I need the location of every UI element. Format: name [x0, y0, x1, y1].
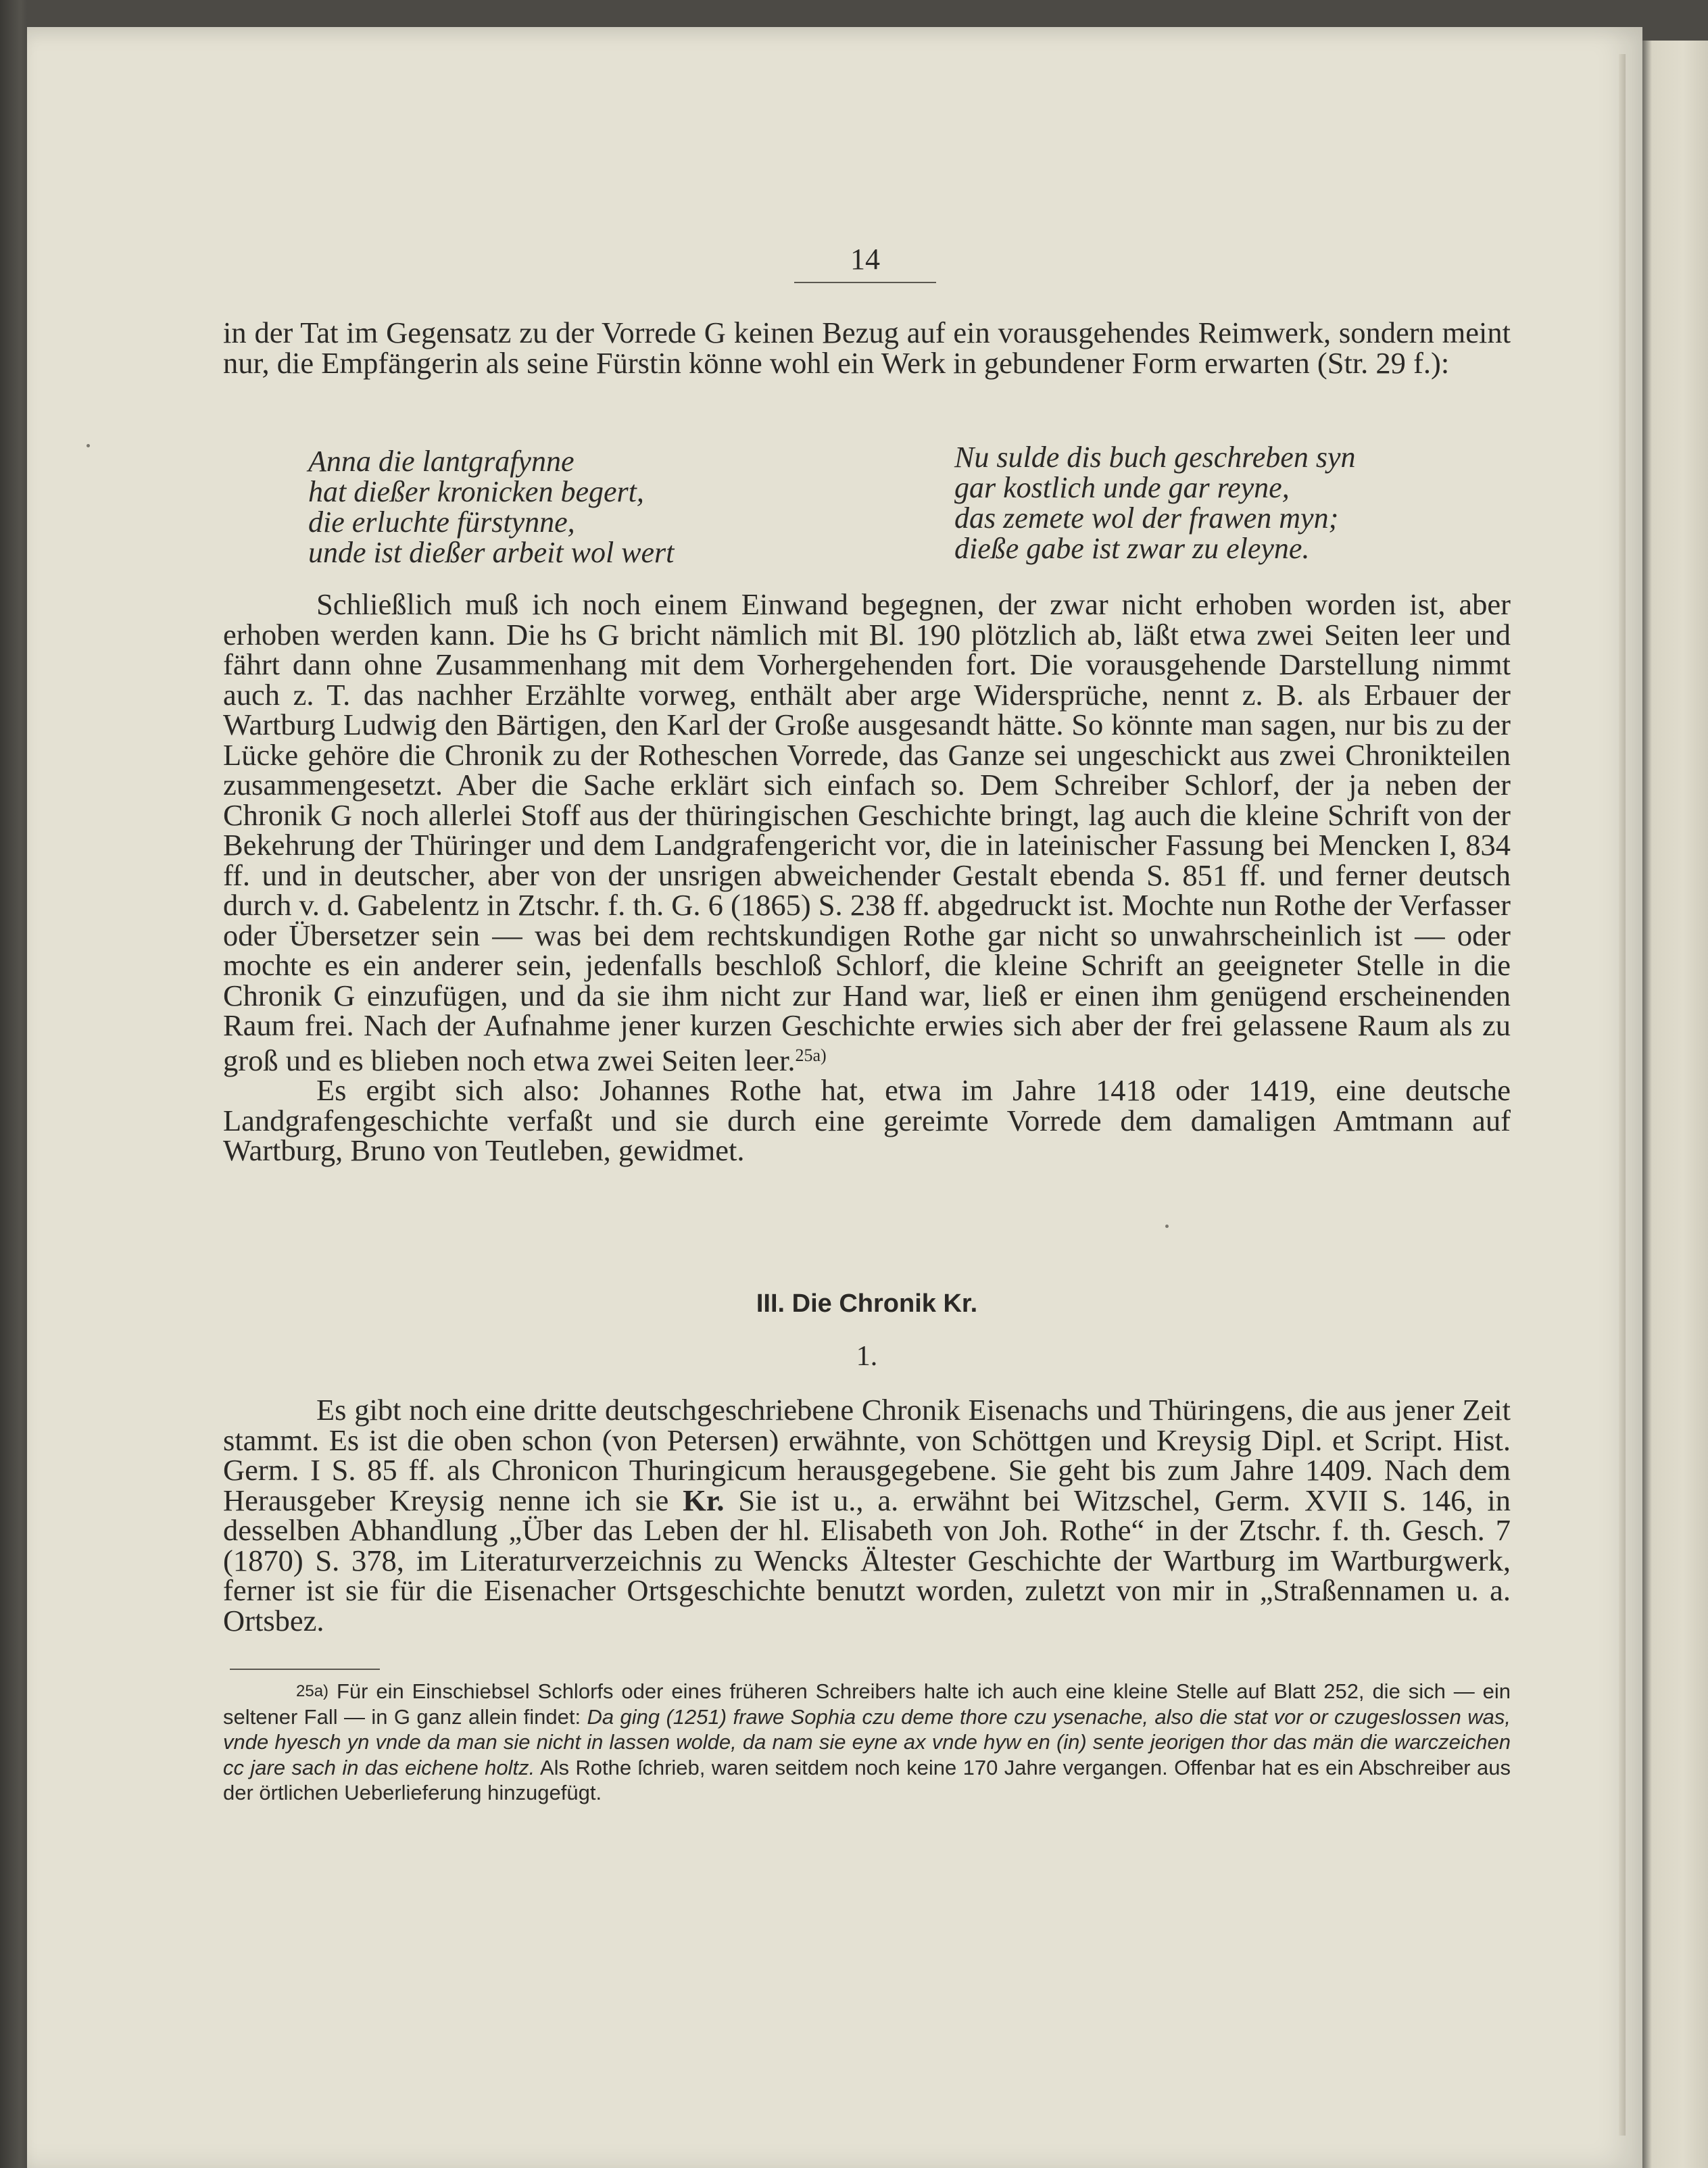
page-edge-shadow — [1619, 54, 1626, 2136]
verse-line: gar kostlich unde gar reyne, — [954, 471, 1290, 504]
paragraph-4-text: Es gibt noch eine dritte deutschgeschriebene Chronik Eisenachs und Thüringens, die aus jener Zeit stammt. Es ist die oben schon (von Petersen) erwähnte, von Schöttgen und Kreysig Dipl. et Script. Hist. Germ. I S. 85 ff. als Chronicon Thuringicum herausgegebene. Sie geht bis zum Jahre 1409. Nach dem Herausgeber Kreysig nenne ich sie — [223, 1393, 1511, 1517]
footnote-rule — [230, 1669, 380, 1670]
verse-left-column — [308, 446, 674, 568]
verse-right-column — [954, 442, 1355, 564]
paper-speck — [87, 444, 90, 447]
paragraph-4-continuation: Sie ist u., a. erwähnt bei Witzschel, Germ. XVII S. 146, in desselben Abhandlung „Über das Leben der hl. Elisabeth von Joh. Rothe“ in der Ztschr. f. th. Gesch. 7 (1870) S. 378, im Literaturverzeichnis zu Wencks Ältester Geschichte der Wartburg im Wartburgwerk, ferner ist sie für die Eisenacher Ortsgeschichte benutzt worden, zuletzt von mir in „Straßennamen u. a. Ortsbez. — [223, 1483, 1511, 1637]
page-number: 14 — [850, 243, 880, 276]
footnote-text — [223, 1679, 1511, 1806]
verse-line: das zemete wol der frawen myn; — [954, 501, 1339, 535]
footnote-reference: 25a) — [795, 1045, 827, 1065]
section-number: 1. — [856, 1341, 878, 1372]
footnote-marker: 25a) — [296, 1682, 329, 1700]
paragraph-3: Es ergibt sich also: Johannes Rothe hat, etwa im Jahre 1418 oder 1419, eine deutsche Landgrafengeschichte verfaßt und sie durch eine gereimte Vorrede dem damaligen Amtmann auf Wartburg, Bruno von Teutleben, gewidmet. — [223, 1073, 1511, 1167]
footnote-text-a: Für ein Einschiebsel Schlorfs oder eines früheren Schreibers halte ich auch eine kleine Stelle auf Blatt 252, die sich — ein seltener Fall — in G ganz allein findet: — [223, 1679, 1511, 1729]
page-number-rule — [794, 282, 936, 283]
paper-speck — [1165, 1225, 1169, 1228]
section-heading: III. Die Chronik Kr. — [756, 1289, 978, 1318]
paragraph-4 — [223, 1395, 1511, 1635]
paragraph-2-text: Schließlich muß ich noch einem Einwand begegnen, der zwar nicht erhoben worden ist, aber erhoben werden kann. Die hs G bricht nämlich mit Bl. 190 plötzlich ab, läßt etwa zwei Seiten leer und fährt dann ohne Zusammenhang mit dem Vorhergehenden fort. Die vorausgehende Darstellung nimmt auch z. T. das nachher Erzählte vorweg, enthält aber arge Widersprüche, nennt z. B. als Erbauer der Wartburg Ludwig den Bärtigen, den Karl der Große ausgesandt hätte. So könnte man sagen, nur bis zu der Lücke gehöre die Chronik zu der Rotheschen Vorrede, das Ganze sei ungeschickt aus zwei Chronikteilen zusammengesetzt. Aber die Sache erklärt sich einfach so. Dem Schreiber Schlorf, der ja neben der Chronik G noch allerlei Stoff aus der thüringischen Geschichte bringt, lag auch die kleine Schrift von der Bekehrung der Thüringer und dem Landgrafengericht vor, die in lateinischer Fassung bei Mencken I, 834 ff. und in deutscher, aber von der unsrigen abweichender Gestalt ebenda S. 851 ff. und ferner deutsch durch v. d. Gabelentz in Ztschr. f. th. G. 6 (1865) S. 238 ff. abgedruckt ist. Mochte nun Rothe der Verfasser oder Übersetzer sein — was bei dem rechtskundigen Rothe gar nicht so unwahrscheinlich ist — oder mochte es ein anderer sein, jedenfalls beschloß Schlorf, die kleine Schrift an geeigneter Stelle in die Chronik G einzufügen, und da sie ihm nicht zur Hand war, ließ er einen ihm genügend erscheinenden Raum frei. Nach der Aufnahme jener kurzen Geschichte erwies sich aber der frei gelassene Raum als zu groß und es blieben noch etwa zwei Seiten leer. — [223, 587, 1511, 1077]
facing-page-edge — [1642, 41, 1708, 2168]
chronicle-abbreviation: Kr. — [683, 1483, 725, 1517]
paragraph-1: in der Tat im Gegensatz zu der Vorrede G keinen Bezug auf ein vorausgehendes Reimwerk, sondern meint nur, die Empfängerin als seine Fürstin könne wohl ein Werk in gebundener Form erwarten (Str. 29 f.): — [223, 316, 1511, 380]
footnote-text-b: Als Rothe ſchrieb, waren seitdem noch keine 170 Jahre vergangen. Offenbar hat es ein Abschreiber aus der örtlichen Ueberlieferung hinzugefügt. — [223, 1755, 1511, 1804]
verse-line: unde ist dießer arbeit wol wert — [308, 536, 675, 569]
section-text-block — [223, 1395, 1511, 1635]
verse-line: hat dießer kronicken begert, — [308, 475, 644, 508]
opening-paragraph — [223, 318, 1511, 378]
verse-line: die erluchte fürstynne, — [308, 506, 575, 539]
footnote-quote: Da ging (1251) frawe Sophia czu deme thore czu ysenache, also die stat vor or czugeslossen was, vnde hyesch yn vnde da man sie nicht in lassen wolde, da nam sie eyne ax vnde hyw en (in) sente jeorigen thor das män die warczeichen cc jare sach in das eichene holtz. — [223, 1704, 1511, 1779]
main-text-block — [223, 589, 1511, 1166]
footnote — [223, 1679, 1511, 1806]
verse-line: Nu sulde dis buch geschreben syn — [954, 441, 1356, 474]
verse-line: Anna die lantgrafynne — [308, 445, 575, 478]
paragraph-2 — [223, 589, 1511, 1075]
verse-line: dieße gabe ist zwar zu eleyne. — [954, 532, 1310, 565]
